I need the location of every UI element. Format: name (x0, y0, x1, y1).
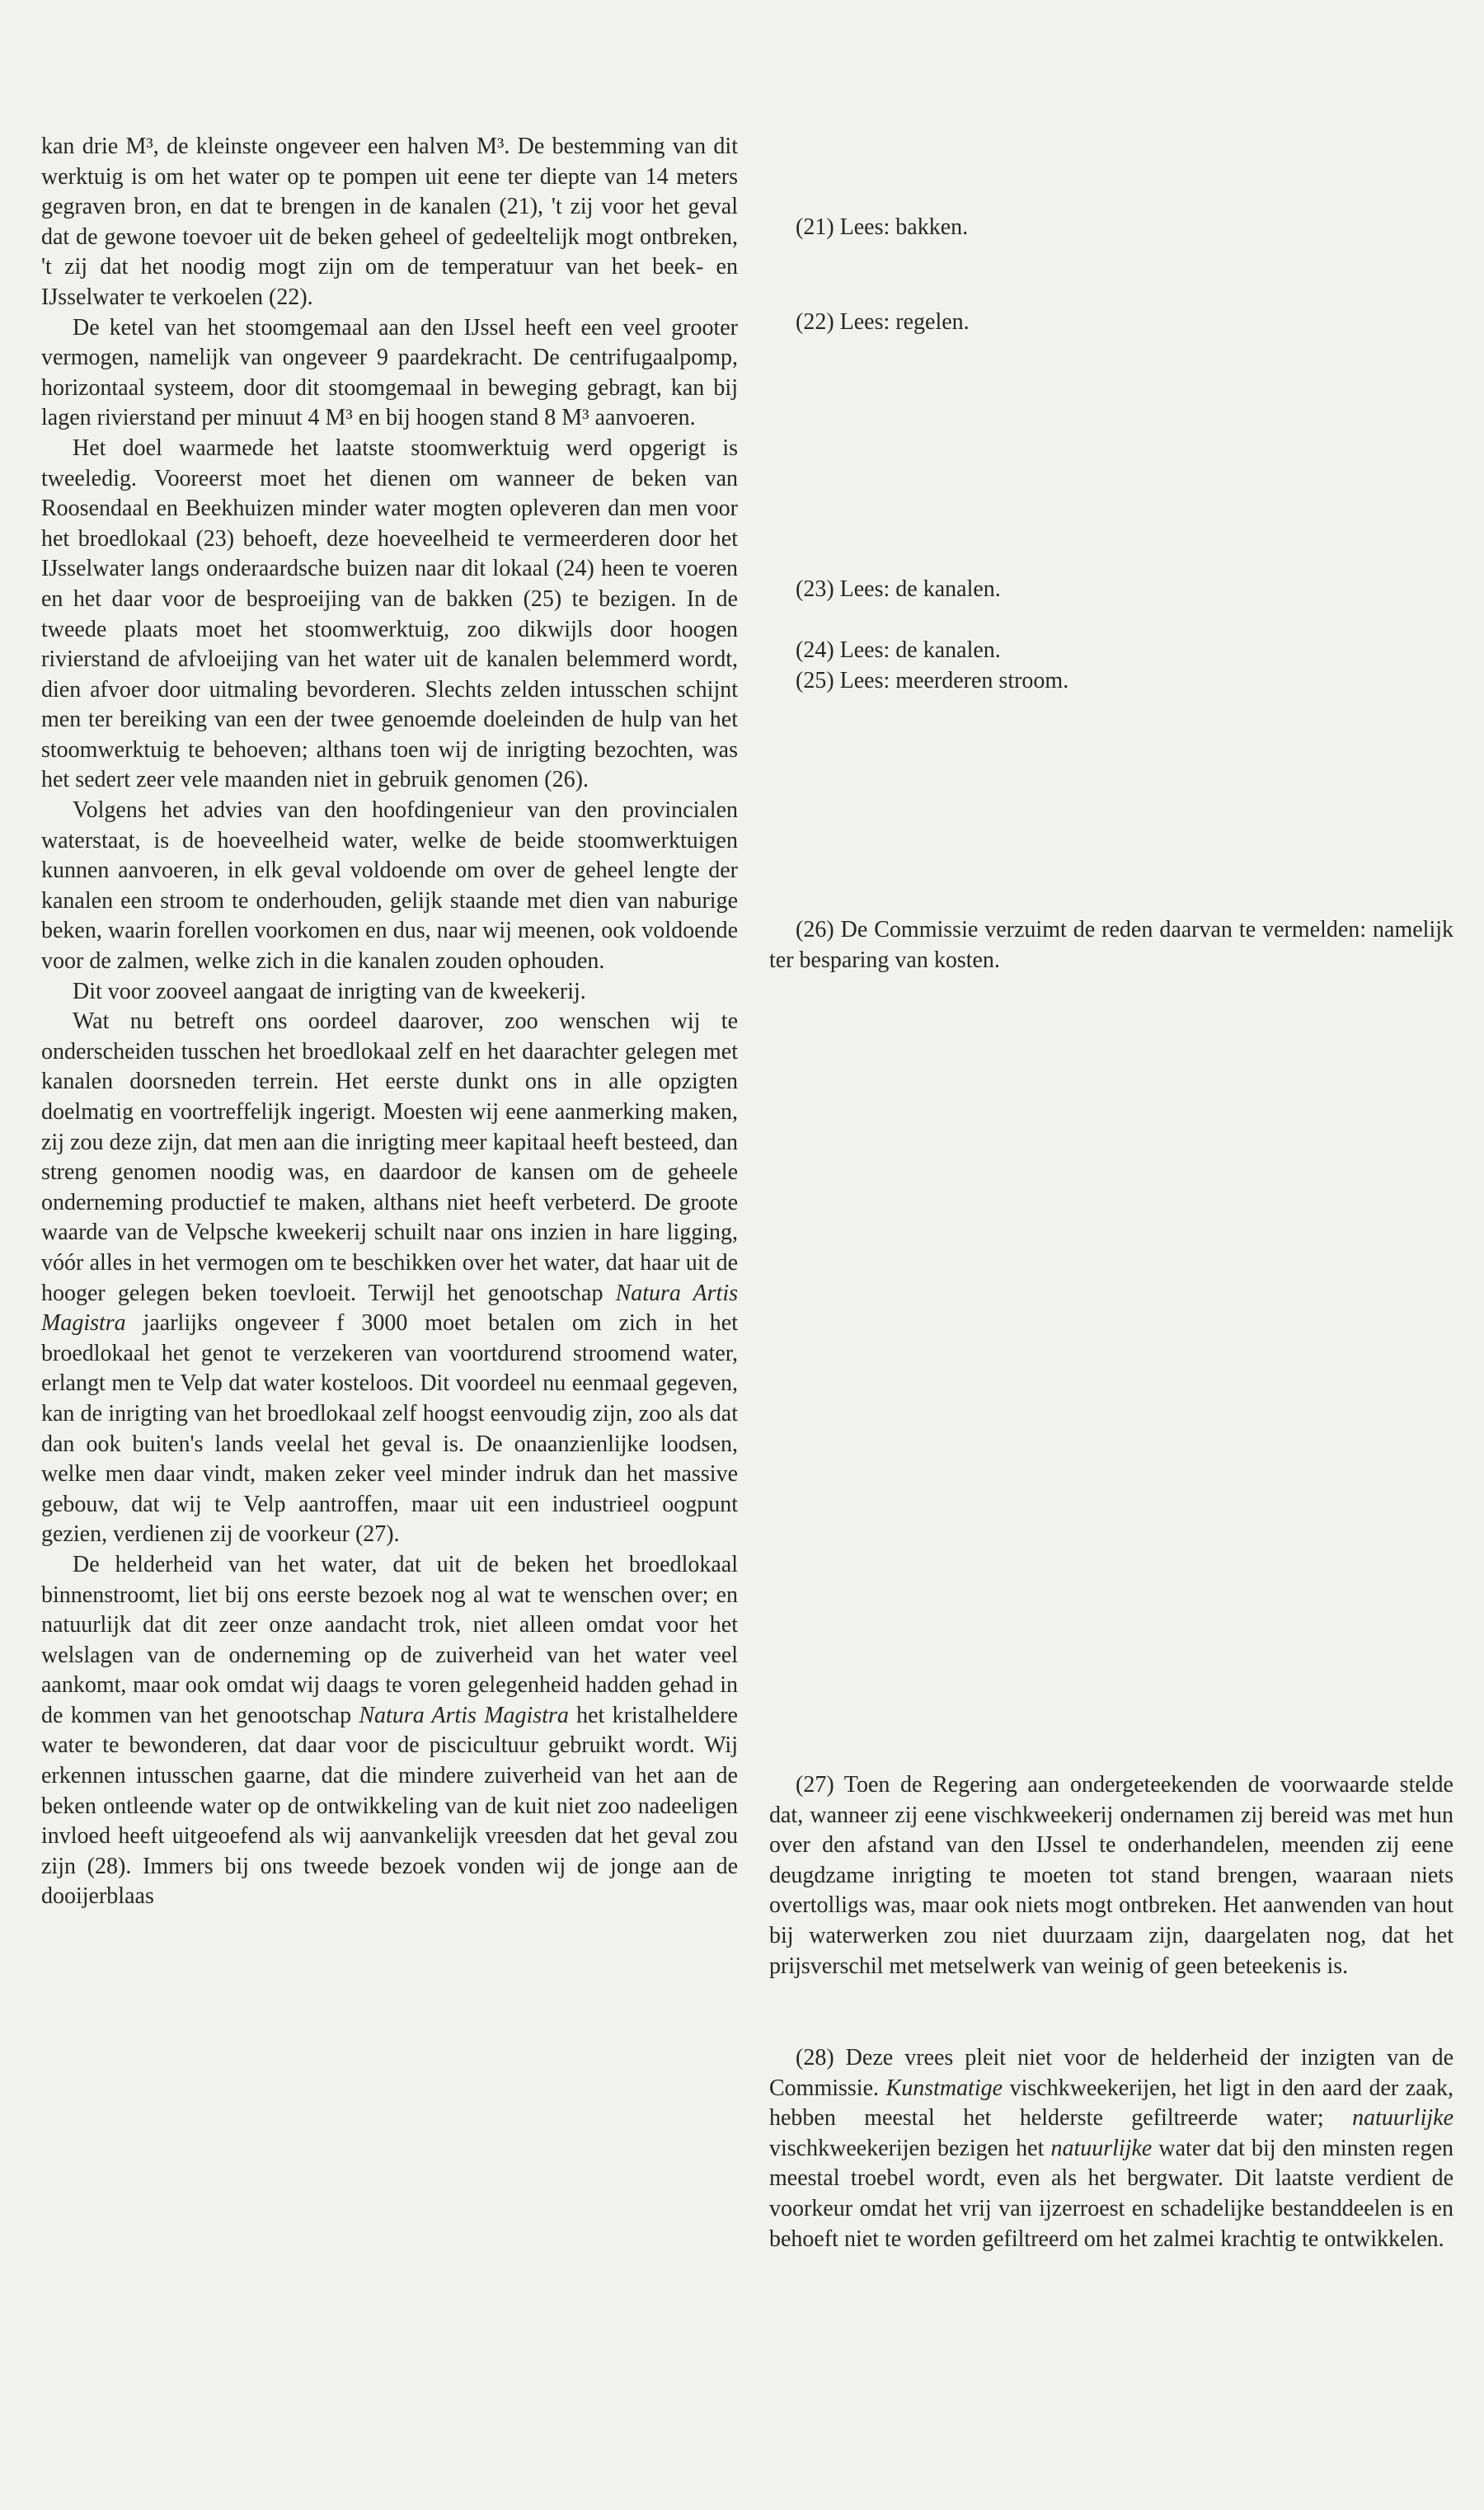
paragraph-2: De ketel van het stoomgemaal aan den IJssel heeft een veel grooter vermogen, namelijk van ongeveer 9 paardekracht. De centrifugaalpomp, horizontaal systeem, door dit stoomgemaal in beweging gebragt, kan bij lagen rivierstand per minuut 4 M³ en bij hoogen stand 8 M³ aanvoeren. (41, 314, 738, 431)
footnote-22: (22) Lees: regelen. (796, 309, 970, 335)
main-text-column (41, 132, 738, 1912)
paragraph-4: Volgens het advies van den hoofdingenieur van den provincialen waterstaat, is de hoeveelheid water, welke de beide stoomwerktuigen kunnen aanvoeren, in elk geval voldoende om over de geheel lengte der kanalen een stroom te onderhouden, gelijk staande met dien van naburige beken, waarin forellen voorkomen en dus, naar wij meenen, ook voldoende voor de zalmen, welke zich in die kanalen zouden ophouden. (41, 797, 738, 975)
footnote-28-part-a: (28) Deze vrees pleit niet voor de helderheid der inzigten van de Commissie. (769, 2045, 1453, 2101)
society-name: Natura Artis Magistra (359, 1702, 569, 1728)
footnote-26: (26) De Commissie verzuimt de reden daarvan te vermelden: namelijk ter besparing van kosten. (769, 917, 1453, 973)
paragraph-3: Het doel waarmede het laatste stoomwerktuig werd opgerigt is tweeledig. Vooreerst moet het dienen om wanneer de beken van Roosendaal en Beekhuizen minder water mogten opleveren dan men voor het broedlokaal (23) behoeft, deze hoeveelheid te vermeerderen door het IJsselwater langs onderaardsche buizen naar dit lokaal (24) heen te voeren en het daar voor de besproeijing van de bakken (25) te bezigen. In de tweede plaats moet het stoomwerktuig, zoo dikwijls door hoogen rivierstand de afvloeijing van het water uit de kanalen belemmerd wordt, dien afvoer door uitmaling bevorderen. Slechts zelden intusschen schijnt men ter bereiking van een der twee genoemde doeleinden de hulp van het stoomwerktuig te behoeven; althans toen wij de inrigting bezochten, was het sedert zeer vele maanden niet in gebruik genomen (26). (41, 435, 738, 793)
footnote-28-part-c: vischkweekerijen bezigen het (769, 2135, 1051, 2161)
footnote-28 (769, 2043, 1453, 2254)
paragraph-5: Dit voor zooveel aangaat de inrigting van de kweekerij. (73, 978, 586, 1004)
paragraph-7 (41, 1550, 738, 1912)
paragraph-7-part-a: De helderheid van het water, dat uit de beken het broedlokaal binnenstroomt, liet bij ons eerste bezoek nog al wat te wenschen over; en natuurlijk dat dit zeer onze aandacht trok, niet alleen omdat voor het welslagen van de onderneming op de zuiverheid van het water veel aankomt, maar ook omdat wij daags te voren gelegenheid hadden gehad in de kommen van het genootschap (41, 1551, 738, 1728)
paragraph-6-part-a: Wat nu betreft ons oordeel daarover, zoo wenschen wij te onderscheiden tusschen het broedlokaal zelf en het daarachter gelegen met kanalen doorsneden terrein. Het eerste dunkt ons in alle opzigten doelmatig en voortreffelijk ingerigt. Moesten wij eene aanmerking maken, zij zou deze zijn, dat men aan die inrigting meer kapitaal heeft besteed, dan streng genomen noodig was, en daardoor de kansen om de geheele onderneming productief te maken, althans niet heeft verbeterd. De groote waarde van de Velpsche kweekerij schuilt naar ons inzien in hare ligging, vóór alles in het vermogen om te beschikken over het water, dat haar uit de hooger gelegen beken toevloeit. Terwijl het genootschap (41, 1008, 738, 1306)
paragraph-7-part-b: het kristalheldere water te bewonderen, dat daar voor de piscicultuur gebruikt wordt. Wij erkennen intusschen gaarne, dat die mindere zuiverheid van het aan de beken ontleende water op de ontwikkeling van de kuit niet zoo nadeeligen invloed heeft uitgeoefend als wij aanvankelijk vreesden dat het geval zou zijn (28). Immers bij ons tweede bezoek vonden wij de jonge aan de dooijerblaas (41, 1702, 738, 1910)
paragraph-6-part-b: jaarlijks ongeveer f 3000 moet betalen om zich in het broedlokaal het genot te verzekeren van voortdurend stroomend water, erlangt men te Velp dat water kosteloos. Dit voordeel nu eenmaal gegeven, kan de inrigting van het broedlokaal zelf hoogst eenvoudig zijn, zoo als dat dan ook buiten's lands veelal het geval is. De onaanzienlijke loodsen, welke men daar vindt, maken zeker veel minder indruk dan het massive gebouw, dat wij te Velp aantroffen, maar uit een industrieel oogpunt gezien, verdienen zij de voorkeur (27). (41, 1310, 738, 1548)
society-name: Natura Artis Magistra (41, 1280, 738, 1337)
footnote-28-emphasis: Kunstmatige (885, 2075, 1003, 2101)
footnote-24: (24) Lees: de kanalen. (796, 637, 1001, 663)
footnote-27: (27) Toen de Regering aan ondergeteekenden de voorwaarde stelde dat, wanneer zij eene vischkweekerij ondernamen zij bereid was met hun over den afstand van den IJssel te onderhandelen, meenden zij eene deugdzame inrigting te moeten tot stand brengen, waaraan niets overtolligs was, maar ook niets mogt ontbreken. Het aanwenden van hout bij waterwerken zou niet duurzaam zijn, daargelaten nog, dat het prijsverschil met metselwerk van weinig of geen beteekenis is. (769, 1772, 1453, 1979)
paragraph-6 (41, 1007, 738, 1550)
footnote-28-part-b: vischkweekerijen, het ligt in den aard der zaak, hebben meestal het helderste gefiltreerde water; (769, 2075, 1454, 2132)
footnote-28-emphasis: natuurlijke (1050, 2135, 1153, 2161)
footnote-21: (21) Lees: bakken. (796, 214, 969, 240)
paragraph-1: kan drie M³, de kleinste ongeveer een halven M³. De bestemming van dit werktuig is om het water op te pompen uit eene ter diepte van 14 meters gegraven bron, en dat te brengen in de kanalen (21), 't zij voor het geval dat de gewone toevoer uit de beken geheel of gedeeltelijk mogt ontbreken, 't zij dat het noodig mogt zijn om de temperatuur van het beek- en IJsselwater te verkoelen (22). (41, 134, 738, 310)
footnote-28-part-d: water dat bij den minsten regen meestal troebel wordt, even als het bergwater. Dit laatste verdient de voorkeur omdat het vrij van ijzerroest en schadelijke bestanddeelen is en behoeft niet te worden gefiltreerd om het zalmei krachtig te ontwikkelen. (769, 2135, 1454, 2252)
footnote-28-emphasis: natuurlijke (1352, 2105, 1453, 2132)
footnote-25: (25) Lees: meerderen stroom. (796, 668, 1069, 693)
footnote-23: (23) Lees: de kanalen. (796, 576, 1001, 602)
